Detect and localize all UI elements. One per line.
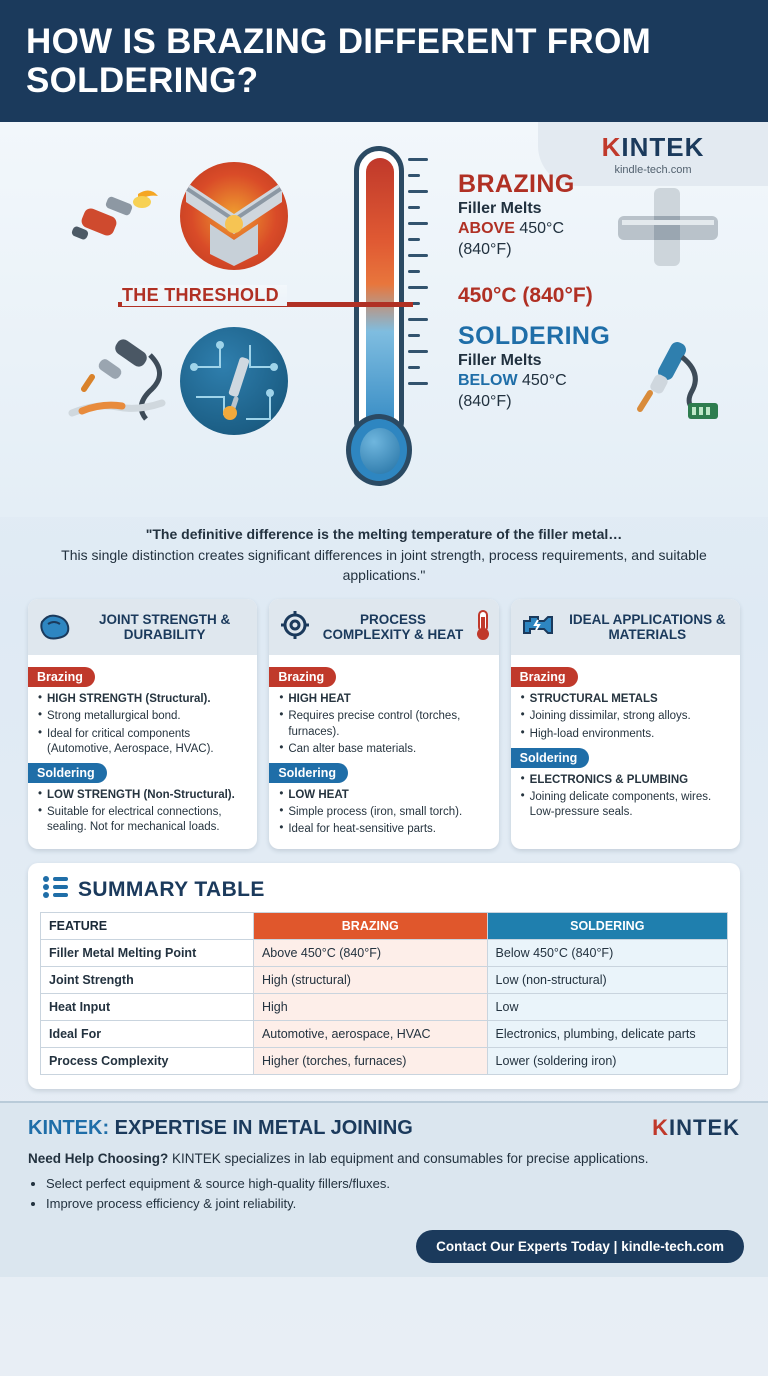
cell-brazing: Automotive, aerospace, HVAC: [253, 1021, 487, 1048]
quote-line-1: "The definitive difference is the melting temperature of the filler metal…: [145, 526, 623, 542]
summary-table: [40, 912, 728, 1075]
footer-title-rest: EXPERTISE IN METAL JOINING: [109, 1116, 413, 1139]
soldering-tag: Soldering: [28, 763, 107, 783]
hero-brazing-line1: Filler Melts: [458, 200, 542, 217]
cell-soldering: Electronics, plumbing, delicate parts: [487, 1021, 727, 1048]
footer-need-rest: KINTEK specializes in lab equipment and consumables for precise applications.: [168, 1151, 649, 1167]
soldering-list: [37, 788, 248, 836]
summary-header: [42, 875, 728, 904]
list-item: • Can alter base materials.: [278, 742, 489, 757]
brazing-list: [37, 692, 248, 757]
header: [0, 0, 768, 122]
cell-brazing: High (structural): [253, 967, 487, 994]
hero-soldering-temp: 450°C: [522, 372, 567, 390]
list-item: • Improve process efficiency & joint reliability.: [46, 1194, 740, 1214]
soldering-list: [520, 773, 731, 821]
soldering-pen-icon: [608, 337, 728, 432]
hero-brazing-block: [458, 170, 575, 260]
card-joint-strength: [28, 599, 257, 849]
metal-cross-icon: [612, 182, 724, 277]
soldering-tag: Soldering: [511, 748, 590, 768]
thermometer-icon: [475, 609, 491, 646]
thermometer-fill: [366, 158, 394, 438]
hero-section: [0, 122, 768, 517]
table-row: [41, 967, 728, 994]
cell-feature: Heat Input: [41, 994, 254, 1021]
brazing-tag: Brazing: [511, 667, 578, 687]
hero-brazing-title: BRAZING: [458, 170, 575, 198]
brazing-tag: Brazing: [269, 667, 336, 687]
thermometer-tube: [354, 146, 404, 446]
hero-soldering-line3: (840°F): [458, 392, 512, 410]
list-item: • LOW STRENGTH (Non-Structural).: [37, 788, 248, 803]
bicep-icon: [38, 610, 72, 645]
card-process-complexity: [269, 599, 498, 849]
brazing-tag: Brazing: [28, 667, 95, 687]
footer-brand-logo: [652, 1115, 740, 1141]
summary-title: SUMMARY TABLE: [78, 877, 265, 901]
table-row: [41, 940, 728, 967]
circuit-board-icon: [180, 327, 288, 435]
torch-icon: [60, 178, 170, 263]
card-body: [28, 655, 257, 847]
list-item: • Suitable for electrical connections, sealing. Not for mechanical loads.: [37, 805, 248, 835]
card-title: PROCESS COMPLEXITY & HEAT: [322, 611, 464, 643]
footer-need-line: [28, 1151, 740, 1166]
hero-brazing-line2: [458, 219, 575, 239]
cell-feature: Ideal For: [41, 1021, 254, 1048]
hero-soldering-title: SOLDERING: [458, 322, 611, 350]
table-row: [41, 994, 728, 1021]
cell-feature: Filler Metal Melting Point: [41, 940, 254, 967]
table-header-row: [41, 913, 728, 940]
table-row: [41, 1048, 728, 1075]
card-header: [269, 599, 498, 655]
soldering-tag: Soldering: [269, 763, 348, 783]
thermometer-graphic: [342, 146, 416, 496]
cell-feature: Joint Strength: [41, 967, 254, 994]
cell-brazing: High: [253, 994, 487, 1021]
card-body: [269, 655, 498, 849]
list-item: • ELECTRONICS & PLUMBING: [520, 773, 731, 788]
brand-name-rest: INTEK: [621, 132, 705, 162]
list-item: • Requires precise control (torches, furnaces).: [278, 709, 489, 739]
threshold-value: 450°C (840°F): [458, 284, 593, 307]
soldering-list: [278, 788, 489, 838]
column-brazing: BRAZING: [253, 913, 487, 940]
card-body: [511, 655, 740, 832]
footer-header: [28, 1115, 740, 1141]
card-header: [511, 599, 740, 655]
list-item: • STRUCTURAL METALS: [520, 692, 731, 707]
list-item: • High-load environments.: [520, 727, 731, 742]
cell-soldering: Below 450°C (840°F): [487, 940, 727, 967]
column-soldering: SOLDERING: [487, 913, 727, 940]
gear-icon: [279, 609, 311, 646]
thermometer-ticks: [408, 158, 430, 428]
card-ideal-applications: [511, 599, 740, 849]
cell-soldering: Lower (soldering iron): [487, 1048, 727, 1075]
hero-soldering-line1: Filler Melts: [458, 352, 542, 369]
list-item: • Simple process (iron, small torch).: [278, 805, 489, 820]
hero-brazing-emphasis: ABOVE: [458, 220, 515, 238]
footer-need-bold: Need Help Choosing?: [28, 1151, 169, 1167]
footer-title-brand: KINTEK:: [28, 1116, 110, 1139]
comparison-cards: [0, 585, 768, 849]
list-item: • HIGH HEAT: [278, 692, 489, 707]
hero-brazing-temp: 450°C: [519, 220, 565, 238]
list-item: • HIGH STRENGTH (Structural).: [37, 692, 248, 707]
hero-soldering-block: [458, 322, 610, 412]
column-feature: FEATURE: [41, 913, 254, 940]
card-title: JOINT STRENGTH & DURABILITY: [99, 611, 231, 643]
contact-experts-button[interactable]: Contact Our Experts Today | kindle-tech.com: [416, 1230, 744, 1263]
quote-block: [40, 525, 728, 585]
footer-bullets: [46, 1174, 740, 1213]
threshold-label: THE THRESHOLD: [122, 285, 287, 306]
list-item: • Ideal for heat-sensitive parts.: [278, 822, 489, 837]
cell-brazing: Higher (torches, furnaces): [253, 1048, 487, 1075]
hero-soldering-line2: [458, 371, 610, 391]
card-header: [28, 599, 257, 655]
thermometer-bulb: [346, 414, 412, 486]
brand-website: kindle-tech.com: [614, 164, 692, 176]
list-item: • Strong metallurgical bond.: [37, 709, 248, 724]
list-item: • LOW HEAT: [278, 788, 489, 803]
footer: [0, 1101, 768, 1277]
cell-feature: Process Complexity: [41, 1048, 254, 1075]
list-icon: [42, 875, 68, 904]
footer-brand-k: K: [652, 1115, 669, 1141]
cell-soldering: Low (non-structural): [487, 967, 727, 994]
hero-brazing-line3: (840°F): [458, 240, 512, 258]
cell-brazing: Above 450°C (840°F): [253, 940, 487, 967]
soldering-iron-icon: [62, 337, 172, 432]
brazing-list: [278, 692, 489, 757]
list-item: • Joining delicate components, wires. Low-pressure seals.: [520, 790, 731, 820]
engine-icon: [521, 611, 555, 644]
hero-soldering-emphasis: BELOW: [458, 372, 518, 390]
footer-brand-rest: INTEK: [669, 1115, 740, 1141]
card-title: IDEAL APPLICATIONS & MATERIALS: [569, 611, 726, 643]
brand-name-k: K: [601, 132, 622, 162]
footer-title: [28, 1117, 413, 1140]
cell-soldering: Low: [487, 994, 727, 1021]
brazing-list: [520, 692, 731, 742]
list-item: • Select perfect equipment & source high-quality fillers/fluxes.: [46, 1174, 740, 1194]
list-item: • Joining dissimilar, strong alloys.: [520, 709, 731, 724]
page-title: HOW IS BRAZING DIFFERENT FROM SOLDERING?: [26, 22, 652, 101]
table-row: [41, 1021, 728, 1048]
brazed-joint-icon: [180, 162, 288, 270]
quote-line-2: This single distinction creates significant differences in joint strength, process requirements, and suitable applications.": [61, 546, 707, 583]
list-item: • Ideal for critical components (Automotive, Aerospace, HVAC).: [37, 727, 248, 757]
summary-table-section: [28, 863, 740, 1089]
brand-name: [602, 132, 705, 163]
